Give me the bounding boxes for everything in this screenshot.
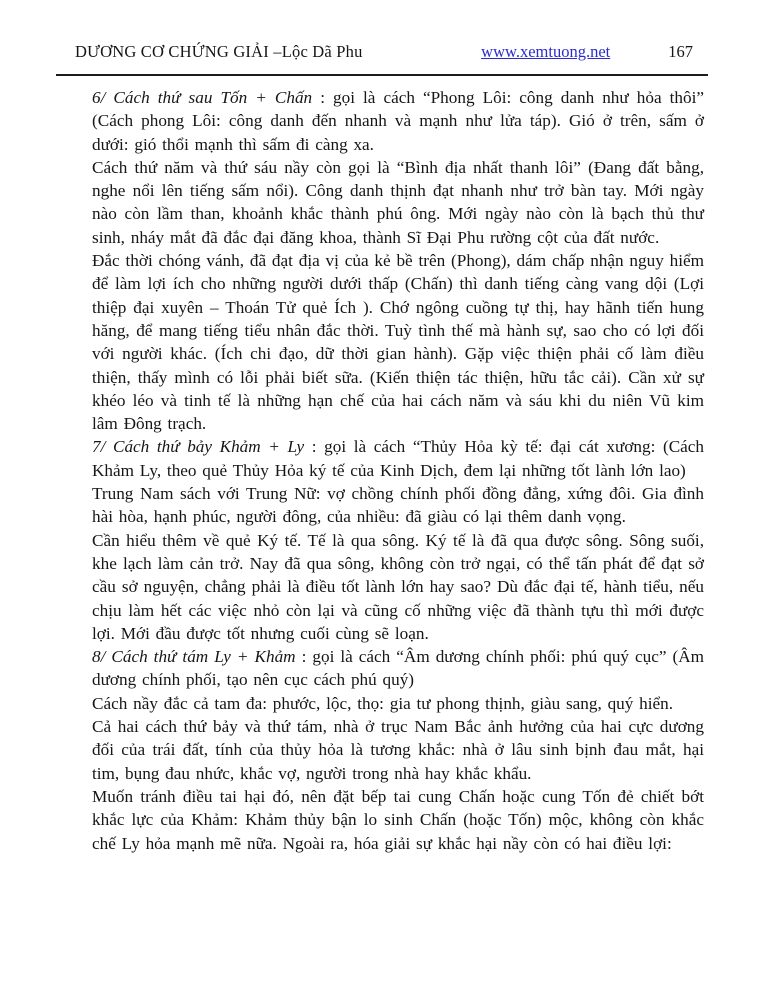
website-link[interactable]: www.xemtuong.net: [481, 42, 611, 61]
paragraph: [92, 86, 704, 156]
paragraph: [92, 249, 704, 435]
paragraph-text: Trung Nam sách với Trung Nữ: vợ chồng chính phối đồng đẳng, xứng đôi. Gia đình hài hòa, hạnh phúc, người đông, của nhiều: đã giàu có lại thêm danh vọng.: [92, 484, 704, 527]
section-lead-italic: 8/ Cách thứ tám Ly + Khảm: [92, 647, 296, 667]
page-header: [75, 42, 693, 62]
page-number: 167: [668, 42, 693, 61]
paragraph-text: Cần hiểu thêm về quẻ Ký tế. Tế là qua sông. Ký tế là đã qua được sông. Sông suối, khe lạch làm cản trở. Nay đã qua sông, không còn trở ngại, có thể tấn phát để đạt sở cầu sở nguyện, chẳng phải là điều tốt lành lớn hay sao? Dù đắc đại tế, hành tiểu, nếu chịu làm hết các việc nhỏ còn lại và cũng cố những việc đã thành tựu thì mới được lợi. Mới đầu được tốt nhưng cuối cùng sẽ loạn.: [92, 530, 704, 643]
book-title: DƯƠNG CƠ CHỨNG GIẢI –Lộc Dã Phu: [75, 42, 363, 61]
body-text: [92, 86, 704, 855]
paragraph: [92, 715, 704, 785]
paragraph-text: : gọi là cách “Thủy Hỏa kỳ tế: đại cát xương: (Cách Khảm Ly, theo quẻ Thủy Hỏa ký tế của Kinh Dịch, đem lại những tốt lành lớn lao): [92, 437, 705, 480]
paragraph-text: : gọi là cách “Phong Lôi: công danh như hỏa thôi” (Cách phong Lôi: công danh đến nhanh và mạnh như lửa táp). Gió ở trên, sấm ở dưới: gió thổi mạnh thì sấm đi càng xa.: [92, 88, 704, 154]
section-lead-italic: 7/ Cách thứ bảy Khảm + Ly: [92, 437, 305, 457]
section-lead-italic: 6/ Cách thứ sau Tốn + Chấn: [92, 88, 313, 107]
paragraph: [92, 482, 704, 529]
paragraph: [92, 529, 704, 645]
paragraph: [92, 785, 704, 855]
paragraph: [92, 645, 704, 692]
paragraph-text: Muốn tránh điều tai hại đó, nên đặt bếp tai cung Chấn hoặc cung Tốn đẻ chiết bớt khắc lực của Khảm: Khảm thủy bận lo sinh Chấn (hoặc Tốn) mộc, không còn khắc chế Ly hỏa mạnh mẽ nữa. Ngoài ra, hóa giải sự khắc hại nầy còn có hai điều lợi:: [92, 786, 704, 853]
paragraph-text: Cách thứ năm và thứ sáu nầy còn gọi là “Bình địa nhất thanh lôi” (Đang đất bằng, nghe nổi lên tiếng sấm nổi). Công danh thịnh đạt nhanh như trở bàn tay. Mới ngày nào còn lầm than, khoảnh khắc thành phú ông. Mới ngày nào còn là bạch thủ thư sinh, nháy mắt đã đắc đại đăng khoa, thành Sĩ Đại Phu rường cột của đất nước.: [92, 157, 704, 247]
paragraph: [92, 156, 704, 249]
paragraph: [92, 692, 704, 715]
paragraph: [92, 435, 704, 482]
paragraph-text: : gọi là cách “Âm dương chính phối: phú quý cục” (Âm dương chính phối, tạo nên cục cách phú quý): [92, 647, 705, 690]
paragraph-text: Cả hai cách thứ bảy và thứ tám, nhà ở trục Nam Bắc ảnh hưởng của hai cực dương đối của trái đất, tính của thủy hỏa là tương khắc: nhà ở lâu sinh bịnh đau mắt, hại tim, bụng đau nhức, khắc vợ, người trong nhà hay khắc khẩu.: [92, 717, 704, 783]
paragraph-text: Đắc thời chóng vánh, đã đạt địa vị của kẻ bề trên (Phong), dám chấp nhận nguy hiểm để làm lợi ích cho những người dưới thấp (Chấn) thì danh tiếng càng vang dội (Lợi thiệp đại xuyên – Thoán Tử quẻ Ích ). Chớ ngông cuồng tự thị, hay hãnh tiến hung hăng, để mang tiếng tiểu nhân đắc thời. Tuỳ tình thế mà hành sự, sao cho có lợi đối với người khác. (Ích chi đạo, dữ thời gian hành). Gặp việc thiện phải cố làm điều thiện, thấy mình có lỗi phải biết sữa. (Kiến thiện tác thiện, hữu tắc cải). Cần xử sự khéo léo và tinh tế là những hạn chế của hai cách năm và sáu khi du niên Vũ kim lâm Đông trạch.: [92, 251, 704, 434]
header-divider: [56, 74, 708, 76]
paragraph-text: Cách nầy đắc cả tam đa: phước, lộc, thọ: gia tư phong thịnh, giàu sang, quý hiển.: [92, 693, 674, 713]
